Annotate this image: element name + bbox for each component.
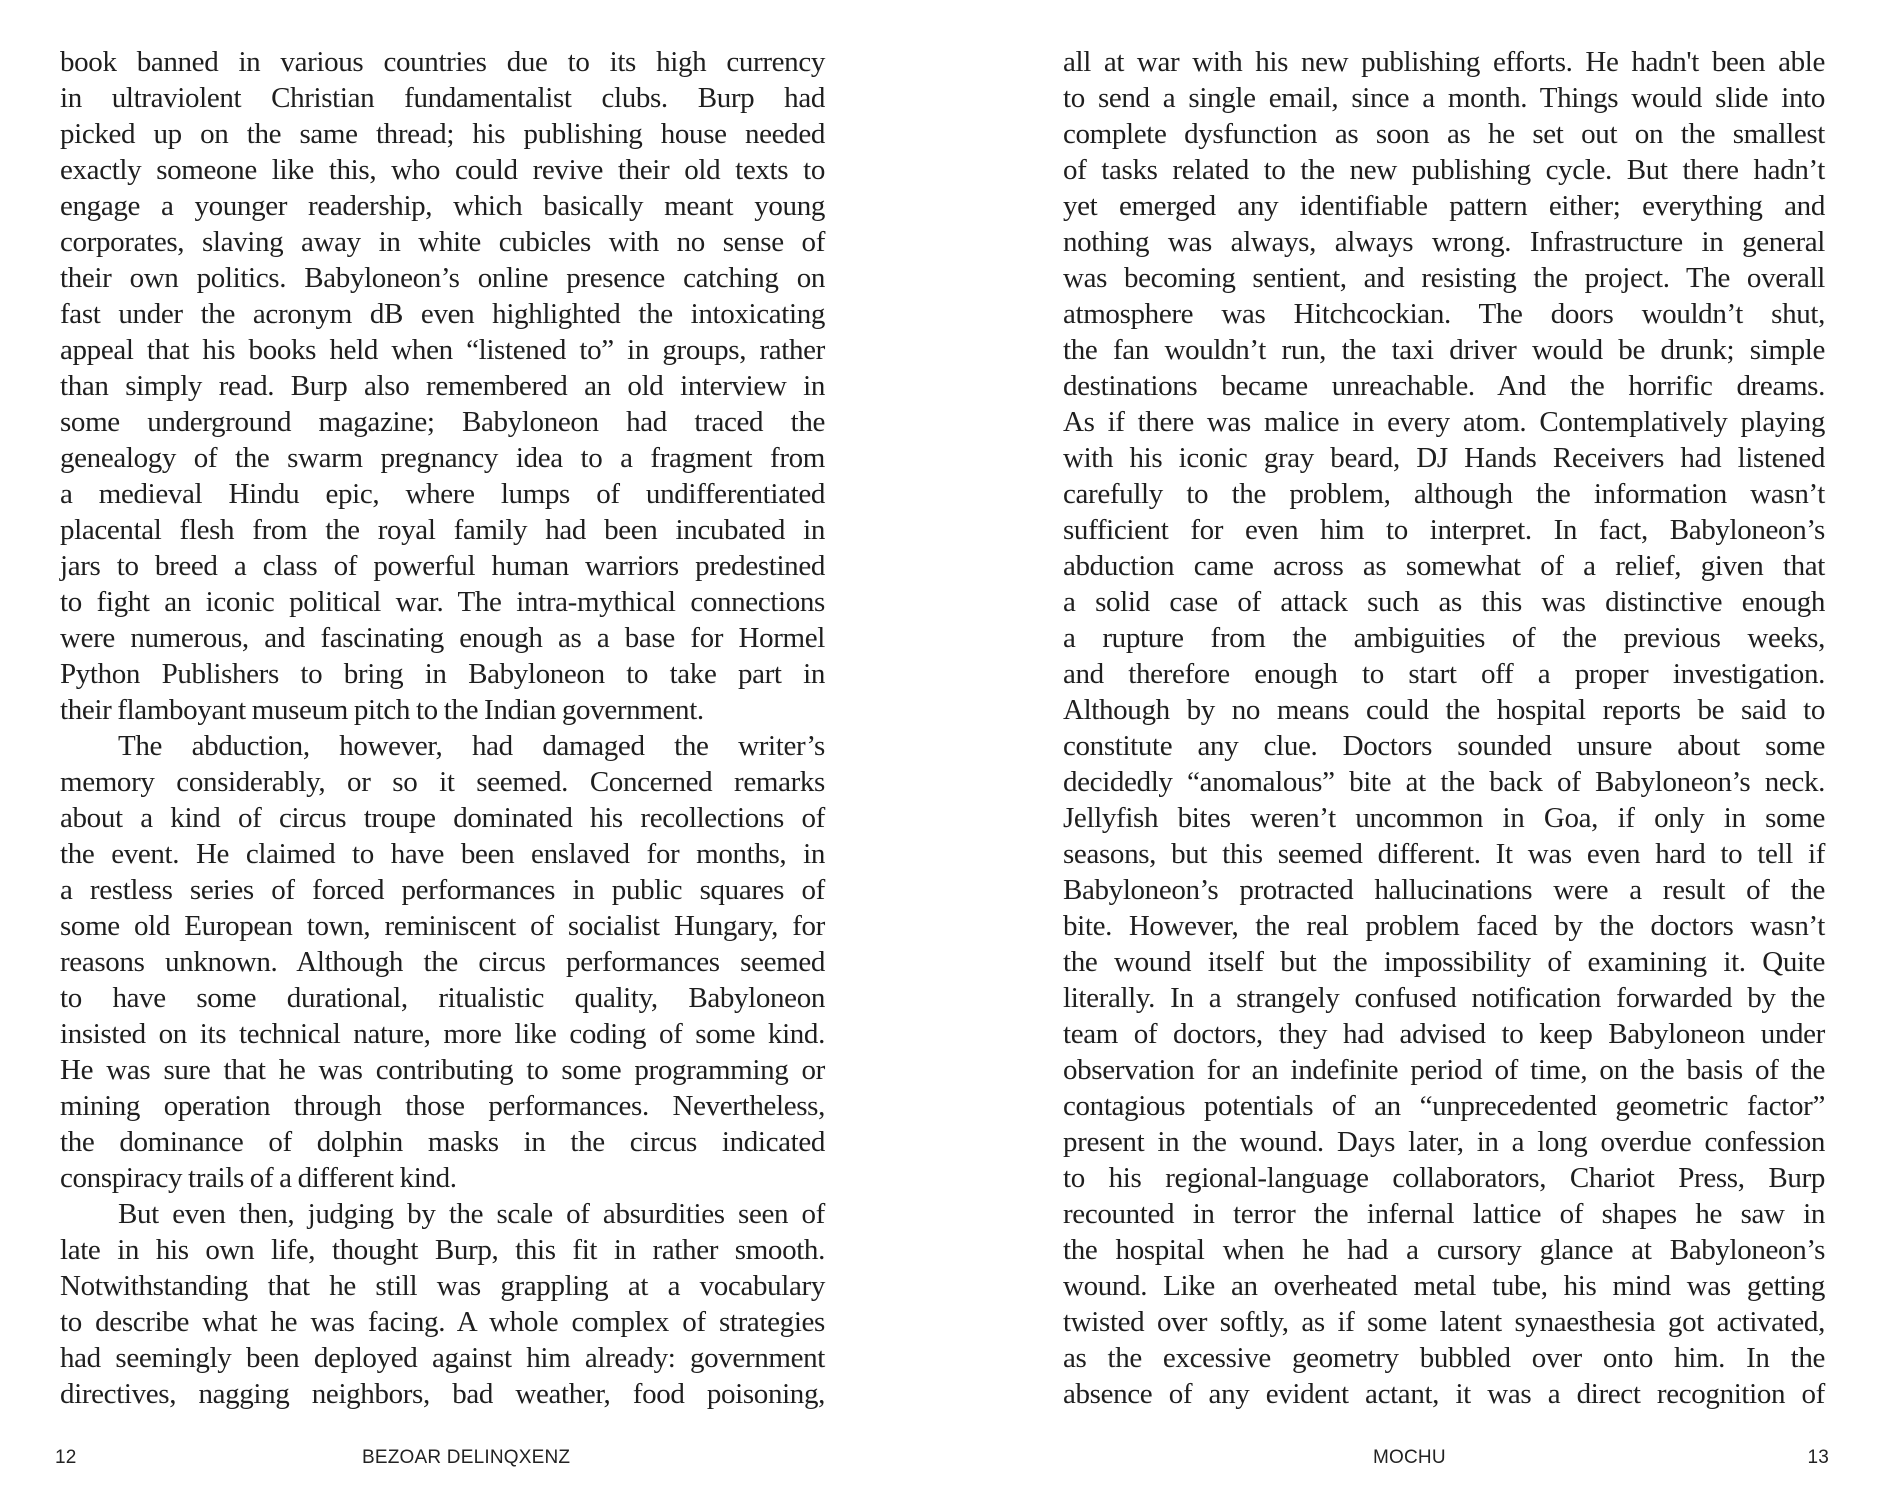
text-line: the wound itself but the impossibility of examining it. Quite bbox=[1063, 946, 1825, 978]
text-line: Python Publishers to bring in Babyloneon to take part in bbox=[60, 658, 825, 690]
text-line: placental flesh from the royal family had been incubated in bbox=[60, 514, 825, 546]
text-line: directives, nagging neighbors, bad weather, food poisoning, bbox=[60, 1378, 825, 1410]
text-line: the event. He claimed to have been enslaved for months, in bbox=[60, 838, 825, 870]
text-line: fast under the acronym dB even highlighted the intoxicating bbox=[60, 298, 825, 330]
text-line: was becoming sentient, and resisting the project. The overall bbox=[1063, 262, 1825, 294]
text-line: the dominance of dolphin masks in the circus indicated bbox=[60, 1126, 825, 1158]
text-line: constitute any clue. Doctors sounded unsure about some bbox=[1063, 730, 1825, 762]
text-line: conspiracy trails of a different kind. bbox=[60, 1162, 457, 1194]
text-line: of tasks related to the new publishing cycle. But there hadn’t bbox=[1063, 154, 1825, 186]
text-line: to send a single email, since a month. Things would slide into bbox=[1063, 82, 1825, 114]
running-head-author: BEZOAR DELINQXENZ bbox=[362, 1447, 571, 1468]
right-page bbox=[943, 0, 1886, 1500]
text-line: than simply read. Burp also remembered an old interview in bbox=[60, 370, 825, 402]
text-line: Jellyfish bites weren’t uncommon in Goa, if only in some bbox=[1063, 802, 1825, 834]
text-line: late in his own life, thought Burp, this fit in rather smooth. bbox=[60, 1234, 825, 1266]
text-line: the fan wouldn’t run, the taxi driver would be drunk; simple bbox=[1063, 334, 1825, 366]
text-line: in ultraviolent Christian fundamentalist clubs. Burp had bbox=[60, 82, 825, 114]
left-page-body-text bbox=[60, 44, 825, 1412]
text-line: to his regional-language collaborators, Chariot Press, Burp bbox=[1063, 1162, 1825, 1194]
text-line: destinations became unreachable. And the horrific dreams. bbox=[1063, 370, 1825, 402]
text-line: had seemingly been deployed against him already: government bbox=[60, 1342, 825, 1374]
text-line: exactly someone like this, who could revive their old texts to bbox=[60, 154, 825, 186]
text-line: appeal that his books held when “listened to” in groups, rather bbox=[60, 334, 825, 366]
text-line: some underground magazine; Babyloneon had traced the bbox=[60, 406, 825, 438]
text-line: absence of any evident actant, it was a direct recognition of bbox=[1063, 1378, 1825, 1410]
text-line: yet emerged any identifiable pattern either; everything and bbox=[1063, 190, 1825, 222]
text-line: present in the wound. Days later, in a long overdue confession bbox=[1063, 1126, 1825, 1158]
page-number-left: 12 bbox=[55, 1447, 77, 1468]
running-head-title: MOCHU bbox=[1373, 1447, 1446, 1468]
text-line: seasons, but this seemed different. It was even hard to tell if bbox=[1063, 838, 1825, 870]
text-line: picked up on the same thread; his publishing house needed bbox=[60, 118, 825, 150]
text-line: jars to breed a class of powerful human warriors predestined bbox=[60, 550, 825, 582]
text-line: were numerous, and fascinating enough as a base for Hormel bbox=[60, 622, 825, 654]
text-line: wound. Like an overheated metal tube, his mind was getting bbox=[1063, 1270, 1825, 1302]
text-line: book banned in various countries due to its high currency bbox=[60, 46, 825, 78]
text-line: Babyloneon’s protracted hallucinations were a result of the bbox=[1063, 874, 1825, 906]
text-line: all at war with his new publishing efforts. He hadn't been able bbox=[1063, 46, 1825, 78]
text-line: insisted on its technical nature, more like coding of some kind. bbox=[60, 1018, 825, 1050]
text-line: engage a younger readership, which basically meant young bbox=[60, 190, 825, 222]
text-line: corporates, slaving away in white cubicles with no sense of bbox=[60, 226, 825, 258]
text-line: to describe what he was facing. A whole complex of strategies bbox=[60, 1306, 825, 1338]
text-line: their flamboyant museum pitch to the Indian government. bbox=[60, 694, 704, 726]
text-line: a solid case of attack such as this was distinctive enough bbox=[1063, 586, 1825, 618]
text-line: recounted in terror the infernal lattice of shapes he saw in bbox=[1063, 1198, 1825, 1230]
text-line: with his iconic gray beard, DJ Hands Receivers had listened bbox=[1063, 442, 1825, 474]
text-line: a medieval Hindu epic, where lumps of undifferentiated bbox=[60, 478, 825, 510]
text-line: to have some durational, ritualistic quality, Babyloneon bbox=[60, 982, 825, 1014]
text-line: twisted over softly, as if some latent synaesthesia got activated, bbox=[1063, 1306, 1825, 1338]
text-line: a rupture from the ambiguities of the previous weeks, bbox=[1063, 622, 1825, 654]
text-line: a restless series of forced performances in public squares of bbox=[60, 874, 825, 906]
text-line: complete dysfunction as soon as he set out on the smallest bbox=[1063, 118, 1825, 150]
text-line: mining operation through those performances. Nevertheless, bbox=[60, 1090, 825, 1122]
text-line: memory considerably, or so it seemed. Concerned remarks bbox=[60, 766, 825, 798]
text-line: about a kind of circus troupe dominated his recollections of bbox=[60, 802, 825, 834]
text-line: nothing was always, always wrong. Infrastructure in general bbox=[1063, 226, 1825, 258]
text-line: abduction came across as somewhat of a relief, given that bbox=[1063, 550, 1825, 582]
text-line: observation for an indefinite period of time, on the basis of the bbox=[1063, 1054, 1825, 1086]
text-line: decidedly “anomalous” bite at the back of Babyloneon’s neck. bbox=[1063, 766, 1825, 798]
text-line: carefully to the problem, although the information wasn’t bbox=[1063, 478, 1825, 510]
text-line: genealogy of the swarm pregnancy idea to a fragment from bbox=[60, 442, 825, 474]
text-line: to fight an iconic political war. The intra-mythical connections bbox=[60, 586, 825, 618]
text-line: and therefore enough to start off a proper investigation. bbox=[1063, 658, 1825, 690]
right-page-body-text bbox=[1063, 44, 1825, 1412]
text-line: their own politics. Babyloneon’s online presence catching on bbox=[60, 262, 825, 294]
text-line: literally. In a strangely confused notification forwarded by the bbox=[1063, 982, 1825, 1014]
text-line: bite. However, the real problem faced by the doctors wasn’t bbox=[1063, 910, 1825, 942]
text-line: atmosphere was Hitchcockian. The doors wouldn’t shut, bbox=[1063, 298, 1825, 330]
text-line: some old European town, reminiscent of socialist Hungary, for bbox=[60, 910, 825, 942]
text-line: team of doctors, they had advised to keep Babyloneon under bbox=[1063, 1018, 1825, 1050]
page-number-right: 13 bbox=[1807, 1447, 1829, 1468]
text-line: Although by no means could the hospital reports be said to bbox=[1063, 694, 1825, 726]
paragraph-first-line: The abduction, however, had damaged the writer’s bbox=[118, 730, 825, 762]
text-line: He was sure that he was contributing to some programming or bbox=[60, 1054, 825, 1086]
text-line: Notwithstanding that he still was grappling at a vocabulary bbox=[60, 1270, 825, 1302]
text-line: reasons unknown. Although the circus performances seemed bbox=[60, 946, 825, 978]
paragraph-first-line: But even then, judging by the scale of absurdities seen of bbox=[118, 1198, 825, 1230]
text-line: As if there was malice in every atom. Contemplatively playing bbox=[1063, 406, 1825, 438]
text-line: contagious potentials of an “unprecedented geometric factor” bbox=[1063, 1090, 1825, 1122]
text-line: sufficient for even him to interpret. In fact, Babyloneon’s bbox=[1063, 514, 1825, 546]
text-line: as the excessive geometry bubbled over onto him. In the bbox=[1063, 1342, 1825, 1374]
text-line: the hospital when he had a cursory glance at Babyloneon’s bbox=[1063, 1234, 1825, 1266]
